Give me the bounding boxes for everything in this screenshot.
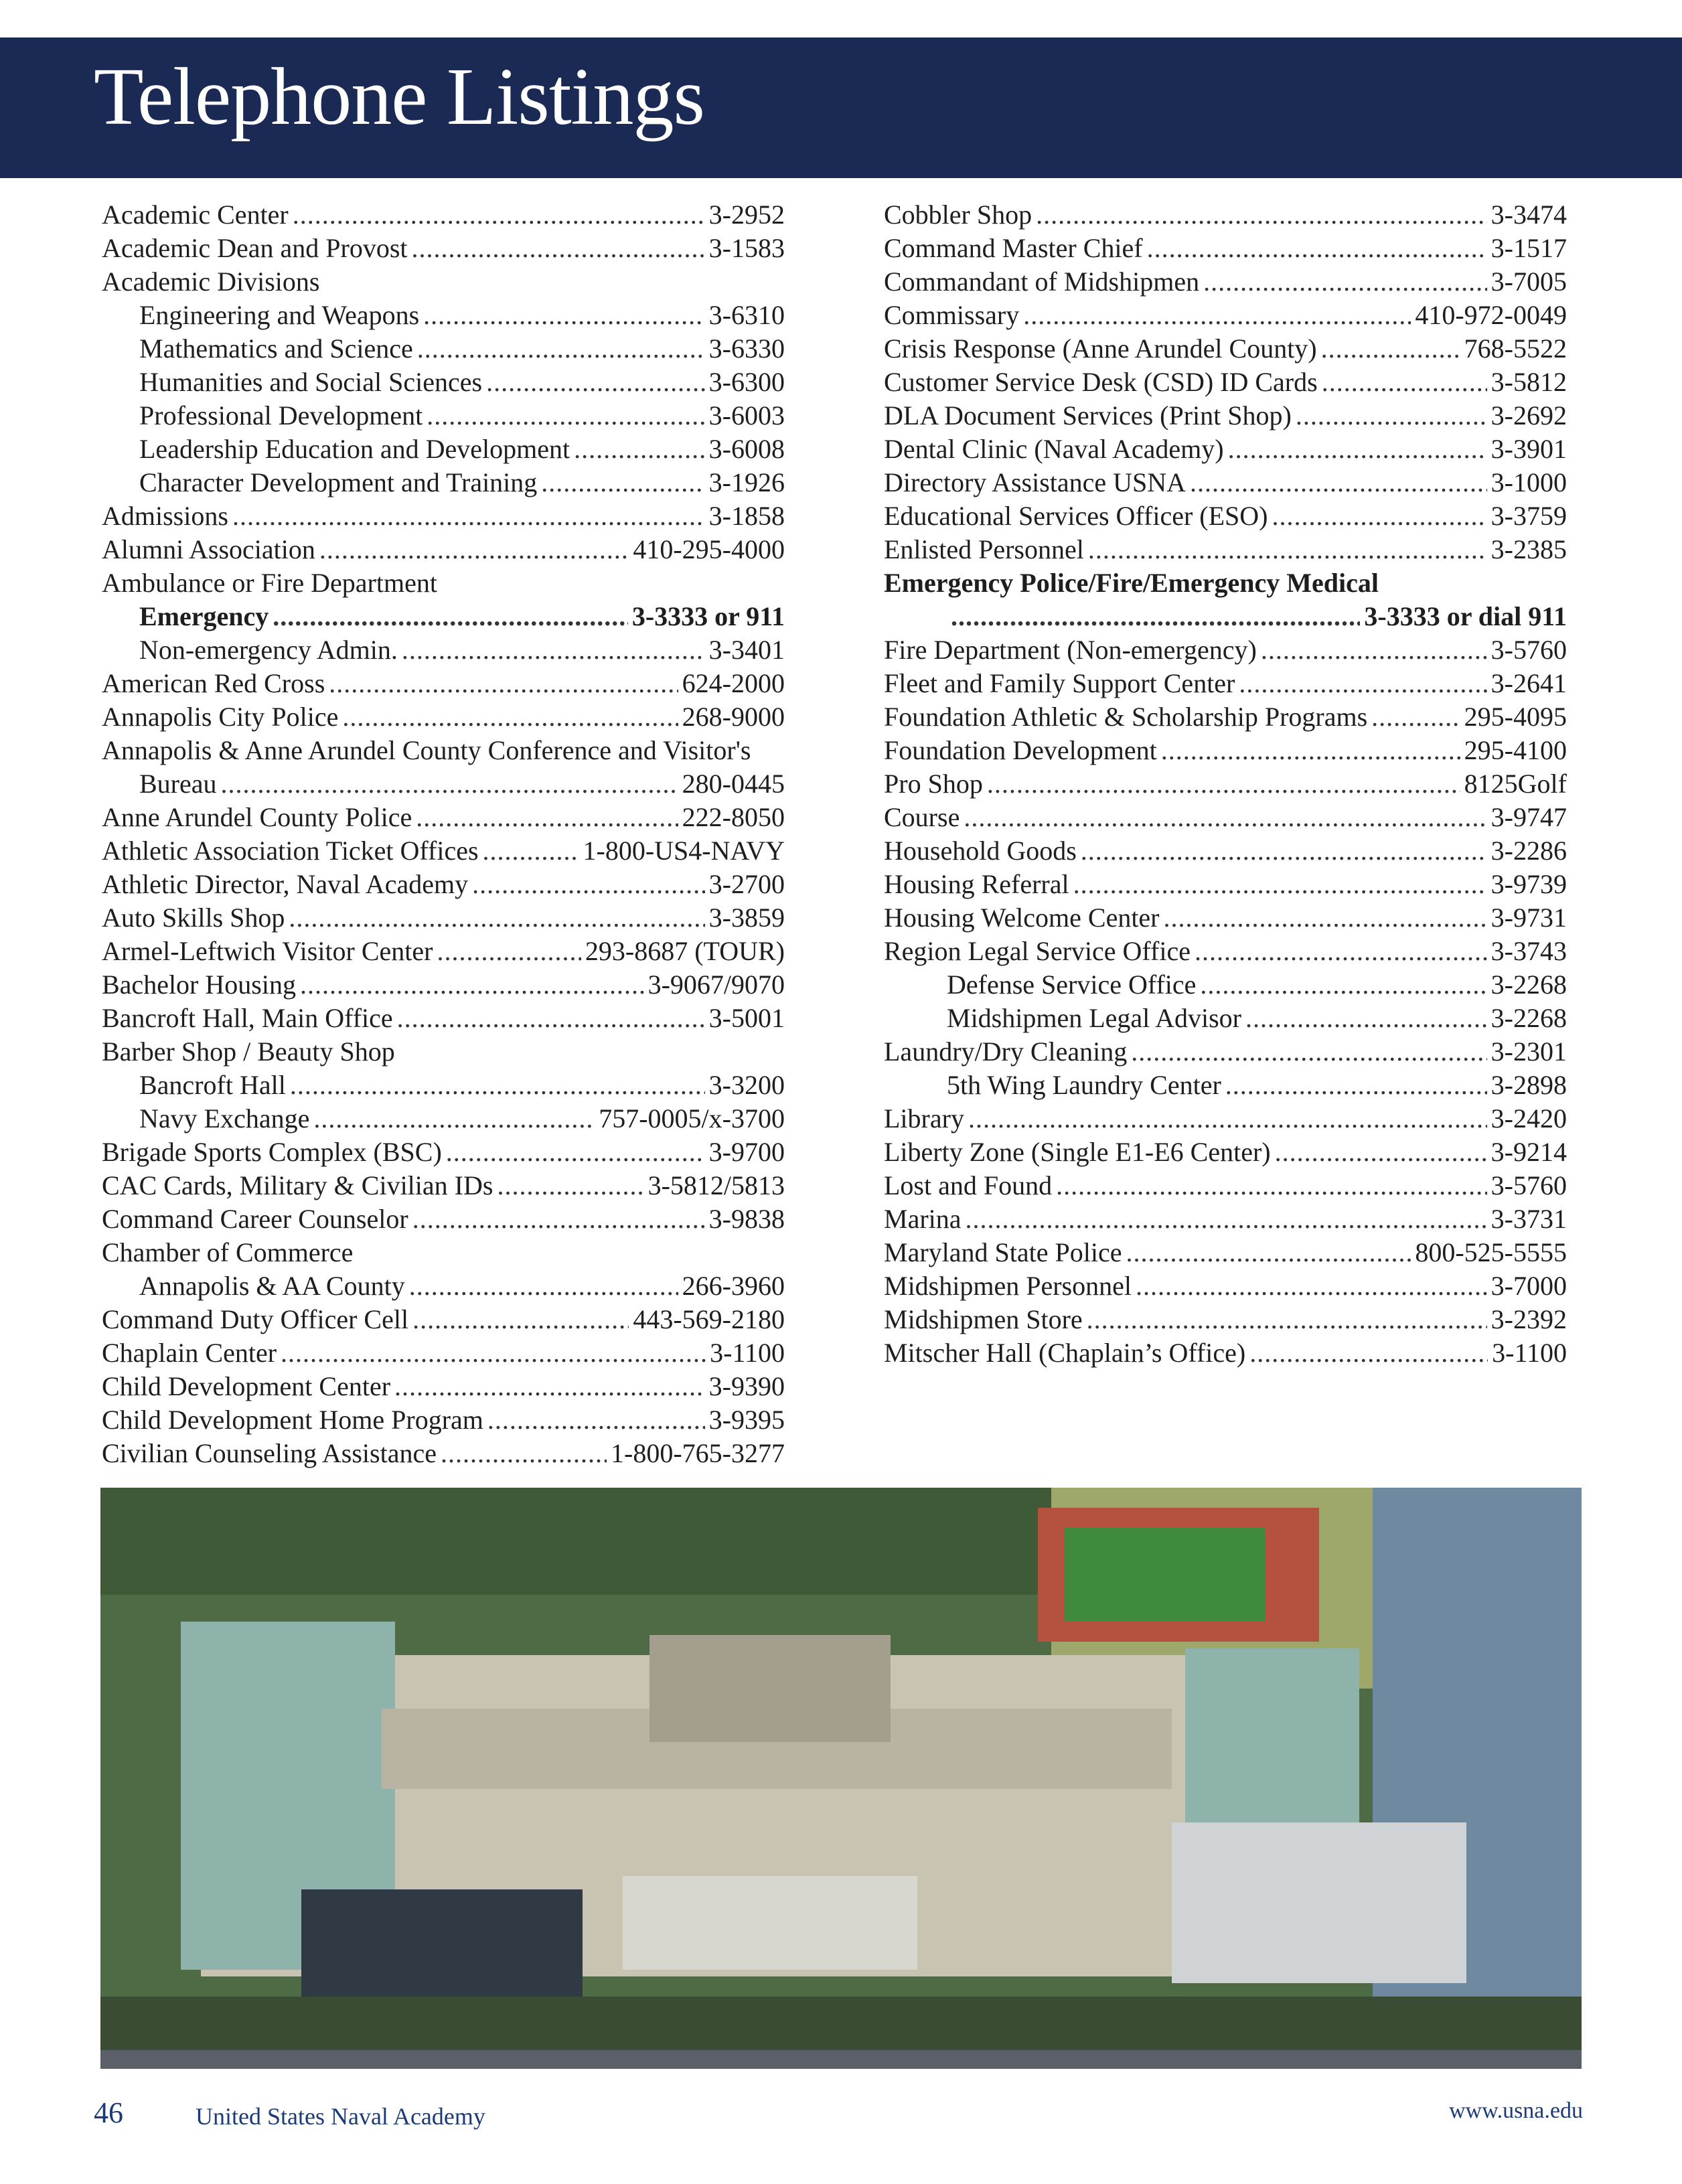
dot-leader bbox=[1036, 198, 1487, 232]
listing-row bbox=[884, 968, 1567, 1002]
dot-leader bbox=[497, 1169, 643, 1202]
dot-leader bbox=[273, 600, 628, 633]
listing-label: Command Master Chief bbox=[884, 233, 1143, 263]
dot-leader bbox=[1073, 868, 1487, 901]
listing-label: Athletic Association Ticket Offices bbox=[102, 836, 479, 866]
listing-row bbox=[102, 1403, 785, 1437]
listing-label: Academic Dean and Provost bbox=[102, 233, 408, 263]
dot-leader bbox=[1249, 1336, 1488, 1370]
listing-row bbox=[884, 366, 1567, 399]
listing-row bbox=[884, 600, 1567, 633]
dot-leader bbox=[951, 600, 1360, 633]
listing-phone-number: 3-3743 bbox=[1490, 936, 1567, 966]
listing-label: Professional Development bbox=[139, 400, 423, 431]
dot-leader bbox=[1225, 1069, 1487, 1102]
listing-label: DLA Document Services (Print Shop) bbox=[884, 400, 1292, 431]
listing-label: Midshipmen Store bbox=[884, 1304, 1083, 1334]
dot-leader bbox=[441, 1437, 607, 1470]
dot-leader bbox=[1371, 700, 1460, 734]
listing-phone-number: 3-1926 bbox=[708, 467, 785, 497]
dot-leader bbox=[416, 801, 678, 834]
listing-phone-number: 410-295-4000 bbox=[633, 534, 785, 564]
listing-phone-number: 3-3333 or dial 911 bbox=[1364, 601, 1567, 631]
listing-phone-number: 3-2301 bbox=[1490, 1036, 1567, 1067]
listing-phone-number: 624-2000 bbox=[682, 668, 785, 698]
listing-row bbox=[884, 332, 1567, 366]
listing-row bbox=[102, 600, 785, 633]
listing-phone-number: 3-9747 bbox=[1490, 802, 1567, 832]
listing-row bbox=[884, 767, 1567, 801]
listing-row bbox=[884, 1136, 1567, 1169]
listing-label: Annapolis & AA County bbox=[139, 1271, 405, 1301]
listing-row bbox=[884, 265, 1567, 299]
dot-leader bbox=[446, 1136, 705, 1169]
listing-label: Bancroft Hall, Main Office bbox=[102, 1003, 393, 1033]
listing-row bbox=[884, 1069, 1567, 1102]
listing-row bbox=[102, 198, 785, 232]
listing-label: Crisis Response (Anne Arundel County) bbox=[884, 333, 1317, 364]
listing-heading bbox=[102, 1236, 785, 1269]
campus-aerial-photo bbox=[100, 1488, 1582, 2069]
listing-label: Course bbox=[884, 802, 960, 832]
listing-label: Midshipmen Legal Advisor bbox=[947, 1003, 1241, 1033]
listing-row bbox=[102, 499, 785, 533]
dot-leader bbox=[1088, 533, 1487, 566]
listing-label: Academic Center bbox=[102, 200, 289, 230]
listing-row bbox=[884, 667, 1567, 700]
dot-leader bbox=[966, 1202, 1487, 1236]
listing-label: Commissary bbox=[884, 300, 1020, 330]
listing-label: Mitscher Hall (Chaplain’s Office) bbox=[884, 1338, 1246, 1368]
listing-phone-number: 757-0005/x-3700 bbox=[599, 1103, 785, 1134]
footer-organization: United States Naval Academy bbox=[196, 2103, 485, 2130]
dot-leader bbox=[342, 700, 678, 734]
listing-phone-number: 3-2392 bbox=[1490, 1304, 1567, 1334]
dot-leader bbox=[412, 1202, 705, 1236]
listing-phone-number: 1-800-765-3277 bbox=[611, 1438, 785, 1468]
listing-row bbox=[884, 1303, 1567, 1336]
footer-website-link[interactable]: www.usna.edu bbox=[1449, 2098, 1583, 2123]
listing-label: Non-emergency Admin. bbox=[139, 635, 398, 665]
listing-row bbox=[884, 433, 1567, 466]
listing-phone-number: 3-7005 bbox=[1490, 266, 1567, 297]
dot-leader bbox=[1200, 968, 1486, 1002]
listing-phone-number: 3-2420 bbox=[1490, 1103, 1567, 1134]
listing-row bbox=[102, 968, 785, 1002]
listing-row bbox=[884, 1269, 1567, 1303]
dot-leader bbox=[968, 1102, 1487, 1136]
listing-row bbox=[102, 667, 785, 700]
listing-row bbox=[102, 399, 785, 433]
listing-row bbox=[884, 1102, 1567, 1136]
listing-heading bbox=[102, 566, 785, 600]
listing-phone-number: 3-3759 bbox=[1490, 501, 1567, 531]
listing-heading bbox=[102, 1035, 785, 1069]
listing-phone-number: 3-1583 bbox=[708, 233, 785, 263]
listing-row bbox=[102, 935, 785, 968]
listing-label: Laundry/Dry Cleaning bbox=[884, 1036, 1128, 1067]
listing-phone-number: 3-5760 bbox=[1490, 1170, 1567, 1200]
listing-phone-number: 3-3474 bbox=[1490, 200, 1567, 230]
listing-phone-number: 3-2641 bbox=[1490, 668, 1567, 698]
listing-phone-number: 410-972-0049 bbox=[1415, 300, 1567, 330]
dot-leader bbox=[290, 1069, 705, 1102]
listing-phone-number: 3-2898 bbox=[1490, 1070, 1567, 1100]
dot-leader bbox=[281, 1336, 706, 1370]
listing-row bbox=[102, 533, 785, 566]
dot-leader bbox=[319, 533, 629, 566]
listing-label: Engineering and Weapons bbox=[139, 300, 420, 330]
listing-phone-number: 3-5812/5813 bbox=[647, 1170, 785, 1200]
dot-leader bbox=[300, 968, 644, 1002]
listing-phone-number: 3-6300 bbox=[708, 367, 785, 397]
listing-label: Chamber of Commerce bbox=[102, 1237, 354, 1267]
listing-label: American Red Cross bbox=[102, 668, 325, 698]
listing-row bbox=[884, 834, 1567, 868]
dot-leader bbox=[987, 767, 1460, 801]
listing-label: Ambulance or Fire Department bbox=[102, 568, 437, 598]
listing-phone-number: 3-5760 bbox=[1490, 635, 1567, 665]
listing-label: Cobbler Shop bbox=[884, 200, 1033, 230]
listing-label: Midshipmen Personnel bbox=[884, 1271, 1132, 1301]
listing-label: Bureau bbox=[139, 769, 217, 799]
listing-phone-number: 3-9214 bbox=[1490, 1137, 1567, 1167]
listings-right-column bbox=[884, 198, 1567, 1370]
dot-leader bbox=[1322, 366, 1487, 399]
listing-label: Annapolis City Police bbox=[102, 702, 339, 732]
listing-phone-number: 3-9838 bbox=[708, 1204, 785, 1234]
dot-leader bbox=[232, 499, 705, 533]
listing-phone-number: 3-6310 bbox=[708, 300, 785, 330]
listing-row bbox=[884, 801, 1567, 834]
listing-phone-number: 3-7000 bbox=[1490, 1271, 1567, 1301]
listing-heading bbox=[102, 265, 785, 299]
listing-row bbox=[884, 1035, 1567, 1069]
listing-phone-number: 3-6003 bbox=[708, 400, 785, 431]
dot-leader bbox=[1228, 433, 1487, 466]
dot-leader bbox=[1126, 1236, 1411, 1269]
listing-label: Marina bbox=[884, 1204, 962, 1234]
listing-label: Humanities and Social Sciences bbox=[139, 367, 483, 397]
listing-label: Educational Services Officer (ESO) bbox=[884, 501, 1268, 531]
listing-row bbox=[884, 1202, 1567, 1236]
dot-leader bbox=[221, 767, 678, 801]
listing-label: Leadership Education and Development bbox=[139, 434, 570, 464]
dot-leader bbox=[483, 834, 579, 868]
listing-label: Enlisted Personnel bbox=[884, 534, 1084, 564]
dot-leader bbox=[1056, 1169, 1487, 1202]
listing-label: Defense Service Office bbox=[947, 969, 1197, 1000]
listing-phone-number: 3-9395 bbox=[708, 1405, 785, 1435]
listing-row bbox=[884, 1002, 1567, 1035]
page-title: Telephone Listings bbox=[94, 52, 705, 142]
dot-leader bbox=[1136, 1269, 1487, 1303]
listing-label: Library bbox=[884, 1103, 964, 1134]
listing-row bbox=[102, 1002, 785, 1035]
dot-leader bbox=[1164, 901, 1487, 935]
dot-leader bbox=[409, 1269, 678, 1303]
listing-label: Academic Divisions bbox=[102, 266, 320, 297]
listing-label: Anne Arundel County Police bbox=[102, 802, 412, 832]
listing-label: Command Career Counselor bbox=[102, 1204, 408, 1234]
dot-leader bbox=[1081, 834, 1487, 868]
listing-row bbox=[102, 767, 785, 801]
listing-phone-number: 3-3333 or 911 bbox=[631, 601, 785, 631]
listing-row bbox=[102, 1269, 785, 1303]
dot-leader bbox=[1161, 734, 1460, 767]
dot-leader bbox=[574, 433, 705, 466]
listing-phone-number: 3-2286 bbox=[1490, 836, 1567, 866]
listing-phone-number: 295-4100 bbox=[1464, 735, 1567, 765]
dot-leader bbox=[1296, 399, 1487, 433]
listing-label: Character Development and Training bbox=[139, 467, 538, 497]
listing-row bbox=[102, 1437, 785, 1470]
dot-leader bbox=[437, 935, 581, 968]
listing-phone-number: 3-2692 bbox=[1490, 400, 1567, 431]
listing-label: Command Duty Officer Cell bbox=[102, 1304, 409, 1334]
dot-leader bbox=[1239, 667, 1486, 700]
dot-leader bbox=[1190, 466, 1487, 499]
page-number: 46 bbox=[94, 2096, 123, 2129]
listing-phone-number: 3-6330 bbox=[708, 333, 785, 364]
listing-row bbox=[102, 1336, 785, 1370]
dot-leader bbox=[289, 901, 704, 935]
listing-label: Region Legal Service Office bbox=[884, 936, 1191, 966]
dot-leader bbox=[486, 366, 705, 399]
dot-leader bbox=[1023, 299, 1411, 332]
listing-label: Foundation Athletic & Scholarship Programs bbox=[884, 702, 1368, 732]
listing-row bbox=[102, 1169, 785, 1202]
listing-row bbox=[102, 433, 785, 466]
dot-leader bbox=[397, 1002, 705, 1035]
dot-leader bbox=[1147, 232, 1487, 265]
dot-leader bbox=[417, 332, 705, 366]
dot-leader bbox=[1261, 633, 1487, 667]
listing-row bbox=[102, 834, 785, 868]
listing-row bbox=[102, 1202, 785, 1236]
listing-phone-number: 3-3859 bbox=[708, 903, 785, 933]
listing-label: Customer Service Desk (CSD) ID Cards bbox=[884, 367, 1318, 397]
listing-label: Admissions bbox=[102, 501, 228, 531]
listing-row bbox=[102, 1303, 785, 1336]
listing-label: Chaplain Center bbox=[102, 1338, 277, 1368]
listing-row bbox=[884, 700, 1567, 734]
listing-phone-number: 3-6008 bbox=[708, 434, 785, 464]
listing-label: Bachelor Housing bbox=[102, 969, 296, 1000]
listing-label: Maryland State Police bbox=[884, 1237, 1122, 1267]
listing-row bbox=[102, 232, 785, 265]
listing-phone-number: 280-0445 bbox=[682, 769, 785, 799]
dot-leader bbox=[423, 299, 705, 332]
listing-label: Dental Clinic (Naval Academy) bbox=[884, 434, 1224, 464]
listing-row bbox=[102, 633, 785, 667]
dot-leader bbox=[472, 868, 705, 901]
dot-leader bbox=[1272, 499, 1487, 533]
listing-phone-number: 3-3901 bbox=[1490, 434, 1567, 464]
listing-row bbox=[884, 1236, 1567, 1269]
listing-row bbox=[102, 801, 785, 834]
listing-label: Athletic Director, Naval Academy bbox=[102, 869, 469, 899]
dot-leader bbox=[1131, 1035, 1486, 1069]
listing-phone-number: 3-9739 bbox=[1490, 869, 1567, 899]
dot-leader bbox=[402, 633, 705, 667]
dot-leader bbox=[1321, 332, 1460, 366]
listing-row bbox=[884, 935, 1567, 968]
listing-label: Armel-Leftwich Visitor Center bbox=[102, 936, 433, 966]
listing-label: Lost and Found bbox=[884, 1170, 1053, 1200]
listing-phone-number: 3-2952 bbox=[708, 200, 785, 230]
listing-row bbox=[102, 299, 785, 332]
listing-phone-number: 3-1000 bbox=[1490, 467, 1567, 497]
listing-row bbox=[884, 1169, 1567, 1202]
listing-label: Brigade Sports Complex (BSC) bbox=[102, 1137, 442, 1167]
listing-phone-number: 3-2700 bbox=[708, 869, 785, 899]
listing-phone-number: 3-2268 bbox=[1490, 1003, 1567, 1033]
listing-phone-number: 295-4095 bbox=[1464, 702, 1567, 732]
listing-row bbox=[884, 633, 1567, 667]
listing-phone-number: 1-800-US4-NAVY bbox=[583, 836, 785, 866]
listing-label: Household Goods bbox=[884, 836, 1077, 866]
dot-leader bbox=[412, 1303, 629, 1336]
listing-label: Child Development Center bbox=[102, 1371, 391, 1401]
dot-leader bbox=[394, 1370, 705, 1403]
listing-phone-number: 266-3960 bbox=[682, 1271, 785, 1301]
dot-leader bbox=[541, 466, 704, 499]
listing-phone-number: 268-9000 bbox=[682, 702, 785, 732]
listing-label: Alumni Association bbox=[102, 534, 315, 564]
listing-row bbox=[884, 1336, 1567, 1370]
listing-label: Fire Department (Non-emergency) bbox=[884, 635, 1257, 665]
listing-label: Foundation Development bbox=[884, 735, 1157, 765]
listing-label: CAC Cards, Military & Civilian IDs bbox=[102, 1170, 493, 1200]
listing-label: Directory Assistance USNA bbox=[884, 467, 1187, 497]
listings-left-column bbox=[102, 198, 785, 1470]
listing-row bbox=[884, 299, 1567, 332]
listing-heading bbox=[884, 566, 1567, 600]
listing-row bbox=[884, 232, 1567, 265]
dot-leader bbox=[1087, 1303, 1487, 1336]
listing-row bbox=[884, 868, 1567, 901]
listing-phone-number: 3-3401 bbox=[708, 635, 785, 665]
listing-row bbox=[102, 868, 785, 901]
listing-label: Housing Welcome Center bbox=[884, 903, 1160, 933]
listing-phone-number: 3-9700 bbox=[708, 1137, 785, 1167]
listing-row bbox=[102, 1069, 785, 1102]
listing-phone-number: 800-525-5555 bbox=[1415, 1237, 1567, 1267]
dot-leader bbox=[964, 801, 1486, 834]
listing-label: Barber Shop / Beauty Shop bbox=[102, 1036, 395, 1067]
dot-leader bbox=[1203, 265, 1487, 299]
listing-label: Housing Referral bbox=[884, 869, 1069, 899]
listing-label: Emergency Police/Fire/Emergency Medical bbox=[884, 568, 1379, 598]
dot-leader bbox=[1245, 1002, 1487, 1035]
listing-row bbox=[884, 198, 1567, 232]
listing-label: Liberty Zone (Single E1-E6 Center) bbox=[884, 1137, 1271, 1167]
listing-phone-number: 3-9390 bbox=[708, 1371, 785, 1401]
listing-phone-number: 3-1100 bbox=[1492, 1338, 1567, 1368]
listing-phone-number: 3-3731 bbox=[1490, 1204, 1567, 1234]
listing-label: Civilian Counseling Assistance bbox=[102, 1438, 437, 1468]
listing-row bbox=[102, 1370, 785, 1403]
listing-row bbox=[884, 533, 1567, 566]
listing-row bbox=[102, 1136, 785, 1169]
listing-phone-number: 3-2268 bbox=[1490, 969, 1567, 1000]
listing-phone-number: 3-1858 bbox=[708, 501, 785, 531]
listing-label: Auto Skills Shop bbox=[102, 903, 285, 933]
listing-row bbox=[884, 734, 1567, 767]
listing-label: Commandant of Midshipmen bbox=[884, 266, 1200, 297]
dot-leader bbox=[427, 399, 704, 433]
listing-phone-number: 222-8050 bbox=[682, 802, 785, 832]
listing-phone-number: 3-9067/9070 bbox=[647, 969, 785, 1000]
dot-leader bbox=[313, 1102, 595, 1136]
listing-phone-number: 3-5812 bbox=[1490, 367, 1567, 397]
listing-phone-number: 293-8687 (TOUR) bbox=[585, 936, 785, 966]
dot-leader bbox=[293, 198, 705, 232]
listing-row bbox=[102, 1102, 785, 1136]
listing-label: Annapolis & Anne Arundel County Conference and Visitor's bbox=[102, 735, 751, 765]
listing-label: Emergency bbox=[139, 601, 269, 631]
listing-phone-number: 3-1517 bbox=[1490, 233, 1567, 263]
listing-phone-number: 3-3200 bbox=[708, 1070, 785, 1100]
listing-label: Child Development Home Program bbox=[102, 1405, 483, 1435]
listing-phone-number: 3-5001 bbox=[708, 1003, 785, 1033]
dot-leader bbox=[412, 232, 705, 265]
listing-label: Navy Exchange bbox=[139, 1103, 310, 1134]
listing-phone-number: 8125Golf bbox=[1464, 769, 1567, 799]
listing-row bbox=[102, 700, 785, 734]
dot-leader bbox=[1275, 1136, 1487, 1169]
listing-row bbox=[884, 399, 1567, 433]
dot-leader bbox=[487, 1403, 705, 1437]
listing-phone-number: 3-9731 bbox=[1490, 903, 1567, 933]
listing-row bbox=[884, 466, 1567, 499]
listing-phone-number: 3-1100 bbox=[710, 1338, 785, 1368]
listing-label: Mathematics and Science bbox=[139, 333, 413, 364]
listing-phone-number: 443-569-2180 bbox=[633, 1304, 785, 1334]
listing-phone-number: 768-5522 bbox=[1464, 333, 1567, 364]
listing-label: 5th Wing Laundry Center bbox=[947, 1070, 1221, 1100]
listing-phone-number: 3-2385 bbox=[1490, 534, 1567, 564]
listing-label: Bancroft Hall bbox=[139, 1070, 286, 1100]
listing-row bbox=[102, 901, 785, 935]
listing-row bbox=[884, 499, 1567, 533]
listing-row bbox=[102, 366, 785, 399]
dot-leader bbox=[1195, 935, 1487, 968]
listing-heading bbox=[102, 734, 785, 767]
listing-label: Pro Shop bbox=[884, 769, 983, 799]
listing-row bbox=[102, 466, 785, 499]
listing-row bbox=[102, 332, 785, 366]
dot-leader bbox=[329, 667, 678, 700]
listing-label: Fleet and Family Support Center bbox=[884, 668, 1235, 698]
listing-row bbox=[884, 901, 1567, 935]
